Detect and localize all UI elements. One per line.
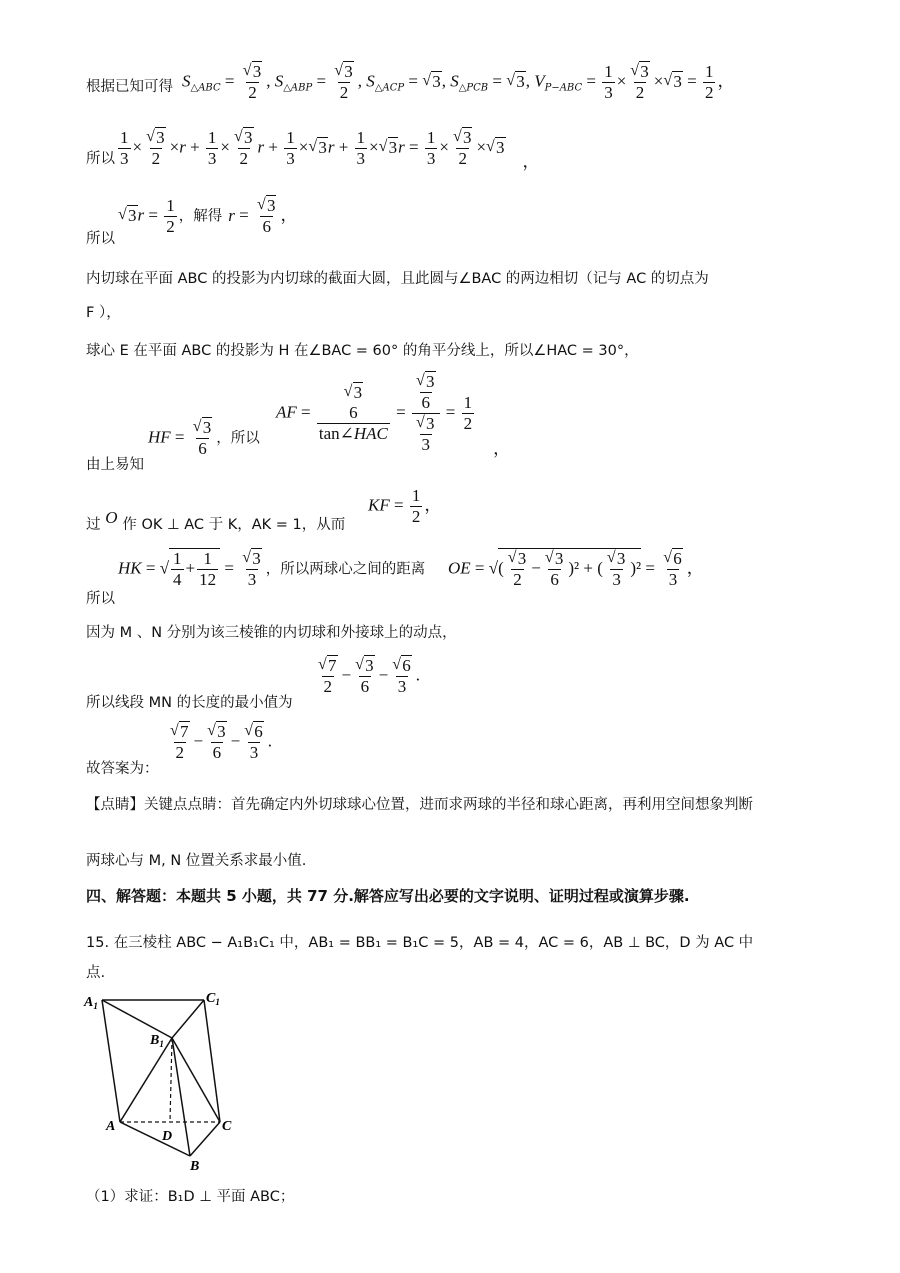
edge-ab bbox=[120, 1122, 190, 1156]
label-a1: $A_1$ bbox=[84, 995, 98, 1011]
line-moving-points bbox=[86, 622, 457, 643]
question-part-text: （1）求证：B₁D ⊥ 平面 ABC； bbox=[86, 1189, 295, 1205]
edge-a1b1 bbox=[102, 1000, 172, 1038]
paragraph-text: 球心 E 在平面 ABC 的投影为 H 在∠BAC = 60° 的角平分线上，所以∠HAC = 30°， bbox=[86, 343, 639, 359]
line-key-point-1 bbox=[86, 794, 753, 815]
question-15-part-1 bbox=[86, 1186, 294, 1207]
volume-equation: $\frac{1}{3}$ × √ $\frac{3}{2}$ ×r + $\frac{1}{3}$ × √ $\frac{3}{2}$ r + $\frac{1}{3}$ ×√ 3r + $\frac{1}{3}$ ×√ 3r = $\frac{1}{3}$ × √ $\frac{3}{2}$ ×√ 3 ， bbox=[116, 128, 540, 169]
prism-figure bbox=[80, 986, 250, 1176]
edge-c1c bbox=[204, 1000, 220, 1122]
line-prefix: 由上易知 bbox=[86, 457, 144, 473]
label-c: C bbox=[222, 1119, 232, 1134]
line-volume-equation bbox=[86, 128, 540, 171]
line-prefix: 所以线段 MN 的长度的最小值为 bbox=[86, 695, 293, 711]
edge-b1a bbox=[120, 1038, 172, 1122]
edge-b1c bbox=[172, 1038, 220, 1122]
ok-perp-text: 作 OK ⊥ AC 于 K，AK = 1，从而 bbox=[122, 517, 346, 533]
section-heading bbox=[86, 886, 690, 906]
solve-word: ，解得 bbox=[178, 208, 223, 225]
question-text: 点. bbox=[86, 965, 106, 981]
areas-formula: $S_{\triangle ABC}$ = √ $\frac{3}{2}$ , $S_{\triangle ABP}$ = √ $\frac{3}{2}$ , $S_{\triangle ACP}$ = √ 3, $S_{\triangle PCB}$ = √ 3, $V_{P-ABC}$ = $\frac{1}{3}$ × √ $\frac{3}{2}$ ×√ 3 = $\frac{1}{2}$ ， bbox=[182, 62, 734, 103]
af-equation: AF = √ 3 6 tan∠HAC = √ $\frac{3}{6}$ √ $\frac{3}{3}$ = $\frac{1}{2}$ ， bbox=[276, 372, 510, 455]
label-a: A bbox=[106, 1119, 116, 1134]
line-hf-af bbox=[86, 372, 511, 473]
line-prefix: 过 bbox=[86, 517, 101, 533]
paragraph-text: 内切球在平面 ABC 的投影为内切球的截面大圆，且此圆与∠BAC 的两边相切（记与 AC 的切点为 bbox=[86, 271, 709, 287]
line-projection-2 bbox=[86, 302, 121, 323]
kf-equation: KF = $\frac{1}{2}$ ， bbox=[368, 486, 442, 526]
line-key-point-2 bbox=[86, 850, 306, 871]
question-text: 15. 在三棱柱 ABC − A₁B₁C₁ 中，AB₁ = BB₁ = B₁C = 5，AB = 4，AC = 6，AB ⊥ BC，D 为 AC 中 bbox=[86, 935, 754, 951]
edge-b1c1 bbox=[172, 1000, 204, 1038]
section-heading-text: 四、解答题：本题共 5 小题，共 77 分.解答应写出必要的文字说明、证明过程或演算步骤. bbox=[86, 887, 690, 905]
line-prefix: 所以 bbox=[86, 231, 115, 247]
line-center-projection bbox=[86, 340, 639, 361]
line-prefix: 所以 bbox=[86, 591, 115, 607]
line-prefix: 所以 bbox=[86, 151, 115, 167]
edge-a1a bbox=[102, 1000, 120, 1122]
label-b: B bbox=[190, 1159, 200, 1174]
line-areas bbox=[86, 62, 735, 102]
edge-b1d-hidden bbox=[170, 1038, 172, 1122]
edge-b1b bbox=[172, 1038, 190, 1156]
question-15-line-2 bbox=[86, 962, 105, 983]
answer-label: 故答案为： bbox=[86, 761, 159, 777]
line-radius bbox=[86, 196, 298, 247]
radius-equation: √ 3r = $\frac{1}{2}$ ，解得 r = √ $\frac{3}{6}$ ， bbox=[118, 196, 297, 237]
label-b1: $B_1$ bbox=[150, 1033, 164, 1049]
label-d: D bbox=[162, 1129, 173, 1144]
label-c1: $C_1$ bbox=[206, 991, 220, 1007]
line-projection-1 bbox=[86, 268, 709, 289]
hf-equation: HF = √ $\frac{3}{6}$ ，所以 bbox=[148, 418, 260, 459]
line-answer bbox=[86, 722, 272, 777]
hk-equation: HK = √ $\frac{1}{4}$ + $\frac{1}{12}$ = √ $\frac{3}{3}$ ，所以两球心之间的距离 bbox=[118, 548, 425, 590]
min-value-expression: √ $\frac{7}{2}$ − √ $\frac{3}{6}$ − √ $\frac{6}{3}$ . bbox=[314, 656, 420, 697]
answer-expression: √ $\frac{7}{2}$ − √ $\frac{3}{6}$ − √ $\frac{6}{3}$ . bbox=[166, 722, 272, 763]
edge-bc bbox=[190, 1122, 220, 1156]
key-point-text: 【点睛】关键点点睛：首先确定内外切球球心位置，进而求两球的半径和球心距离，再利用空间想象判断 bbox=[86, 797, 753, 813]
line-hk-oe bbox=[86, 548, 704, 607]
question-15-line-1 bbox=[86, 932, 753, 953]
key-point-text: 两球心与 M, N 位置关系求最小值. bbox=[86, 853, 307, 869]
oe-equation: OE = √( √ $\frac{3}{2}$ − √ $\frac{3}{6}$ )² + ( √ $\frac{3}{3}$ )² = √ $\frac{6}{3}$ ， bbox=[448, 548, 704, 590]
paragraph-text: F ）， bbox=[86, 305, 121, 321]
distance-text: ，所以两球心之间的距离 bbox=[265, 561, 426, 578]
line-ok-ak: 过 O 作 OK ⊥ AC 于 K，AK = 1，从而 KF = $\frac{1}{2}$ ， bbox=[86, 486, 442, 533]
line-min-value bbox=[86, 656, 420, 711]
paragraph-text: 因为 M 、N 分别为该三棱锥的内切球和外接球上的动点， bbox=[86, 625, 457, 641]
therefore-word: ，所以 bbox=[216, 430, 260, 447]
line-prefix: 根据已知可得 bbox=[86, 79, 173, 95]
